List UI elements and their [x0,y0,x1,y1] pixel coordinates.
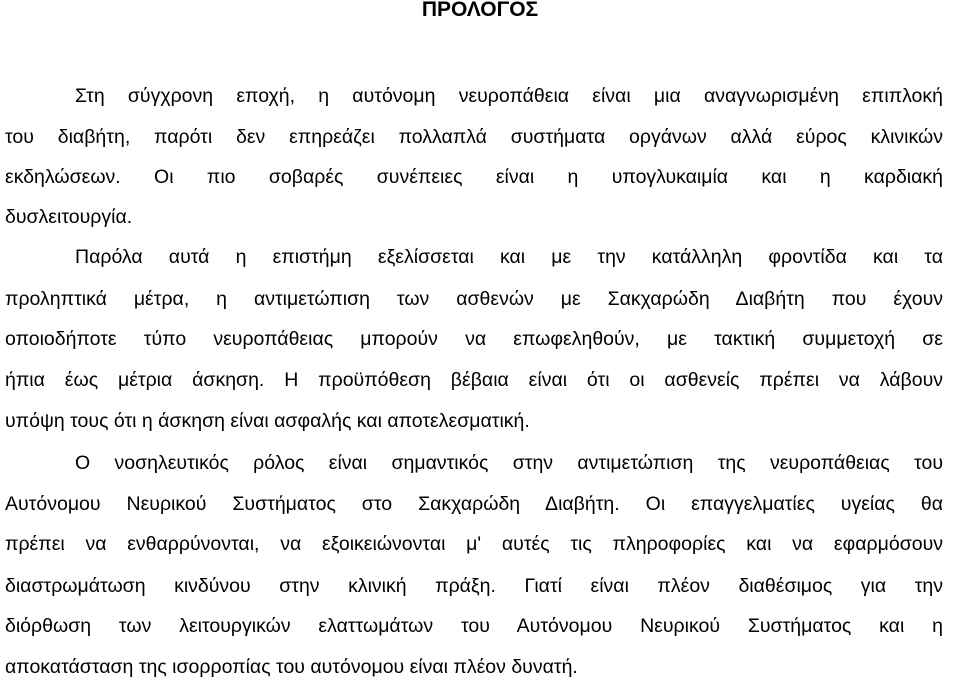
paragraph-1-line-3: εκδηλώσεων. Οι πιο σοβαρές συνέπειες είναι η υπογλυκαιμία και η καρδιακή [5,166,943,188]
paragraph-3-line-6: αποκατάσταση της ισορροπίας του αυτόνομου είναι πλέον δυνατή. [5,656,578,678]
paragraph-2-line-5: υπόψη τους ότι η άσκηση είναι ασφαλής και αποτελεσματική. [5,410,530,432]
paragraph-1-line-1: Στη σύγχρονη εποχή, η αυτόνομη νευροπάθεια είναι μια αναγνωρισμένη επιπλοκή [75,85,943,107]
paragraph-2-line-1: Παρόλα αυτά η επιστήμη εξελίσσεται και με την κατάλληλη φροντίδα και τα [75,246,943,268]
paragraph-3-line-5: διόρθωση των λειτουργικών ελαττωμάτων του Αυτόνομου Νευρικού Συστήματος και η [5,615,943,637]
paragraph-2-line-2: προληπτικά μέτρα, η αντιμετώπιση των ασθενών με Σακχαρώδη Διαβήτη που έχουν [5,288,943,310]
paragraph-3-line-1: Ο νοσηλευτικός ρόλος είναι σημαντικός στην αντιμετώπιση της νευροπάθειας του [75,452,943,474]
paragraph-3-line-4: διαστρωμάτωση κινδύνου στην κλινική πράξη. Γιατί είναι πλέον διαθέσιμος για την [5,575,943,597]
paragraph-2-line-3: οποιοδήποτε τύπο νευροπάθειας μπορούν να επωφεληθούν, με τακτική συμμετοχή σε [5,328,943,350]
paragraph-3-line-3: πρέπει να ενθαρρύνονται, να εξοικειώνονται μ' αυτές τις πληροφορίες και να εφαρμόσουν [5,533,943,555]
paragraph-3-line-2: Αυτόνομου Νευρικού Συστήματος στο Σακχαρώδη Διαβήτη. Οι επαγγελματίες υγείας θα [5,493,943,515]
page-title: ΠΡΟΛΟΓΟΣ [421,0,539,21]
paragraph-1-line-4: δυσλειτουργία. [5,206,133,228]
paragraph-1-line-2: του διαβήτη, παρότι δεν επηρεάζει πολλαπλά συστήματα οργάνων αλλά εύρος κλινικών [5,126,943,148]
paragraph-2-line-4: ήπια έως μέτρια άσκηση. Η προϋπόθεση βέβαια είναι ότι οι ασθενείς πρέπει να λάβουν [5,369,943,391]
